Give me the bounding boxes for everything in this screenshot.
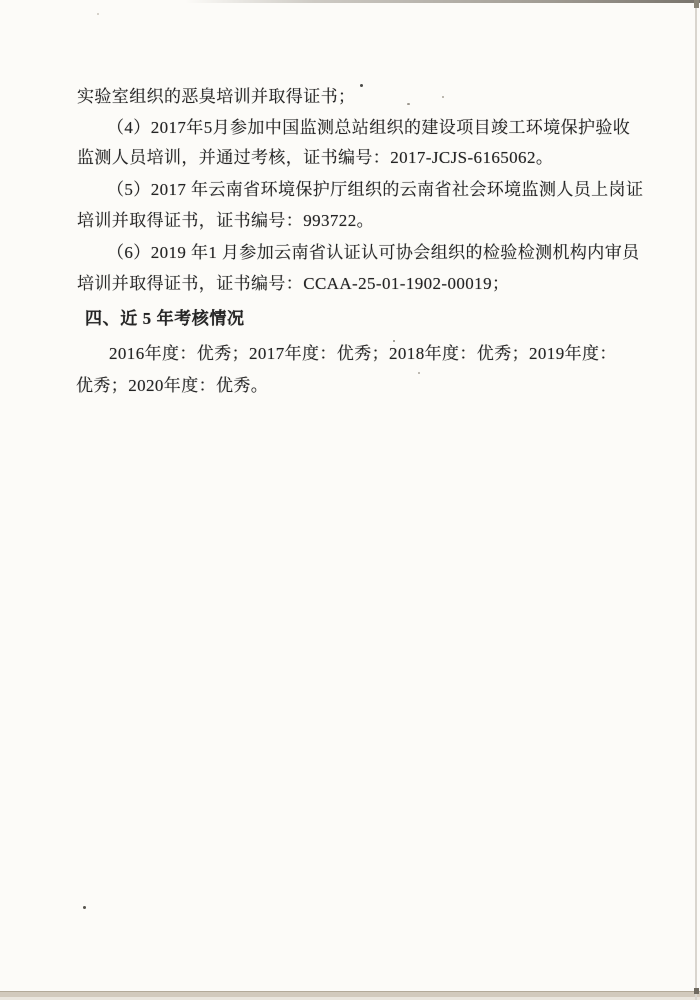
scan-speck (442, 96, 444, 98)
scan-speck (360, 84, 363, 87)
doc-line-continuation: 实验室组织的恶臭培训并取得证书； (77, 87, 356, 106)
doc-item6-line2: 培训并取得证书，证书编号：CCAA-25-01-1902-00019； (77, 274, 510, 293)
doc-item4-line1: （4）2017年5月参加中国监测总站组织的建设项目竣工环境保护验收 (107, 118, 631, 137)
scan-edge-top (185, 0, 700, 3)
scan-speck (393, 340, 395, 342)
section4-line2: 优秀；2020年度：优秀。 (76, 376, 269, 395)
scan-edge-right-cap (694, 0, 699, 8)
scan-edge-right-blob (694, 988, 699, 994)
section4-line1: 2016年度：优秀；2017年度：优秀；2018年度：优秀；2019年度： (109, 344, 617, 363)
scan-edge-right (695, 0, 697, 1000)
section4-heading: 四、近 5 年考核情况 (85, 309, 245, 328)
doc-item5-line2: 培训并取得证书，证书编号：993722。 (77, 211, 374, 230)
doc-item6-line1: （6）2019 年1 月参加云南省认证认可协会组织的检验检测机构内审员 (107, 243, 640, 262)
doc-item5-line1: （5）2017 年云南省环境保护厅组织的云南省社会环境监测人员上岗证 (107, 180, 644, 199)
doc-item4-line2: 监测人员培训，并通过考核，证书编号：2017-JCJS-6165062。 (77, 148, 554, 167)
scan-speck (418, 372, 420, 374)
scan-speck (97, 13, 99, 15)
scan-speck (407, 103, 410, 105)
scan-speck (83, 906, 86, 909)
